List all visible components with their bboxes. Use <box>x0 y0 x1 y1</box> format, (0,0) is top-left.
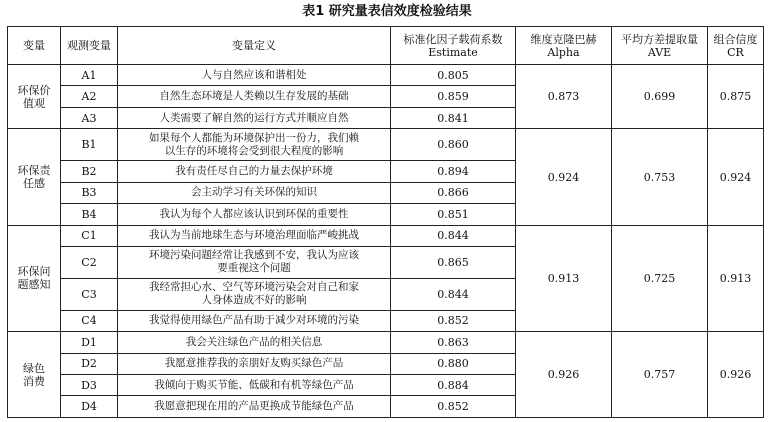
table-row <box>8 225 764 246</box>
item-definition: 我认为每个人都应该认识到环保的重要性 <box>118 204 391 225</box>
table-row <box>8 65 764 86</box>
item-estimate: 0.865 <box>391 247 516 279</box>
item-code: A3 <box>61 107 118 128</box>
item-definition: 我有责任尽自己的力量去保护环境 <box>118 161 391 182</box>
item-code: B2 <box>61 161 118 182</box>
item-definition: 我会关注绿色产品的相关信息 <box>118 332 391 353</box>
item-code: D4 <box>61 396 118 418</box>
header-loading: 标准化因子载荷系数 Estimate <box>391 27 516 65</box>
item-estimate: 0.852 <box>391 396 516 418</box>
item-estimate: 0.859 <box>391 86 516 107</box>
item-estimate: 0.880 <box>391 353 516 374</box>
item-definition: 我认为当前地球生态与环境治理面临严峻挑战 <box>118 225 391 246</box>
item-code: B3 <box>61 182 118 203</box>
header-item: 观测变量 <box>61 27 118 65</box>
ave-cell: 0.725 <box>612 225 708 331</box>
item-definition: 人与自然应该和谐相处 <box>118 65 391 86</box>
header-definition: 变量定义 <box>118 27 391 65</box>
variable-cell: 绿色 消费 <box>8 332 61 418</box>
item-estimate: 0.894 <box>391 161 516 182</box>
item-code: B4 <box>61 204 118 225</box>
item-definition: 我愿意把现在用的产品更换成节能绿色产品 <box>118 396 391 418</box>
item-estimate: 0.860 <box>391 129 516 161</box>
item-code: D2 <box>61 353 118 374</box>
item-definition: 我觉得使用绿色产品有助于减少对环境的污染 <box>118 310 391 331</box>
item-code: D3 <box>61 375 118 396</box>
table-row <box>8 332 764 353</box>
alpha-cell: 0.924 <box>516 129 612 225</box>
table-title: 表1 研究量表信效度检验结果 <box>302 4 472 19</box>
alpha-cell: 0.873 <box>516 65 612 129</box>
item-code: C3 <box>61 278 118 310</box>
variable-cell: 环保问 题感知 <box>8 225 61 331</box>
item-estimate: 0.851 <box>391 204 516 225</box>
item-definition: 我经常担心水、空气等环境污染会对自己和家 人身体造成不好的影响 <box>118 278 391 310</box>
cr-cell: 0.875 <box>708 65 764 129</box>
variable-cell: 环保责 任感 <box>8 129 61 225</box>
item-code: A1 <box>61 65 118 86</box>
item-definition: 我倾向于购买节能、低碳和有机等绿色产品 <box>118 375 391 396</box>
item-estimate: 0.863 <box>391 332 516 353</box>
item-estimate: 0.852 <box>391 310 516 331</box>
cr-cell: 0.926 <box>708 332 764 418</box>
reliability-validity-table <box>7 26 764 418</box>
alpha-cell: 0.913 <box>516 225 612 331</box>
ave-cell: 0.757 <box>612 332 708 418</box>
header-alpha: 维度克隆巴赫 Alpha <box>516 27 612 65</box>
item-code: C4 <box>61 310 118 331</box>
item-definition: 人类需要了解自然的运行方式并顺应自然 <box>118 107 391 128</box>
item-estimate: 0.844 <box>391 225 516 246</box>
cr-cell: 0.913 <box>708 225 764 331</box>
item-code: B1 <box>61 129 118 161</box>
item-code: D1 <box>61 332 118 353</box>
ave-cell: 0.753 <box>612 129 708 225</box>
item-definition: 自然生态环境是人类赖以生存发展的基础 <box>118 86 391 107</box>
header-variable: 变量 <box>8 27 61 65</box>
item-definition: 环境污染问题经常让我感到不安，我认为应该 要重视这个问题 <box>118 247 391 279</box>
item-code: C1 <box>61 225 118 246</box>
item-code: A2 <box>61 86 118 107</box>
item-estimate: 0.805 <box>391 65 516 86</box>
item-estimate: 0.866 <box>391 182 516 203</box>
cr-cell: 0.924 <box>708 129 764 225</box>
alpha-cell: 0.926 <box>516 332 612 418</box>
item-definition: 如果每个人都能为环境保护出一份力，我们赖 以生存的环境将会受到很大程度的影响 <box>118 129 391 161</box>
item-definition: 会主动学习有关环保的知识 <box>118 182 391 203</box>
header-ave: 平均方差提取量 AVE <box>612 27 708 65</box>
header-cr: 组合信度 CR <box>708 27 764 65</box>
ave-cell: 0.699 <box>612 65 708 129</box>
item-code: C2 <box>61 247 118 279</box>
item-estimate: 0.841 <box>391 107 516 128</box>
table-row <box>8 129 764 161</box>
item-definition: 我愿意推荐我的亲朋好友购买绿色产品 <box>118 353 391 374</box>
variable-cell: 环保价 值观 <box>8 65 61 129</box>
header-row <box>8 27 764 65</box>
item-estimate: 0.884 <box>391 375 516 396</box>
item-estimate: 0.844 <box>391 278 516 310</box>
